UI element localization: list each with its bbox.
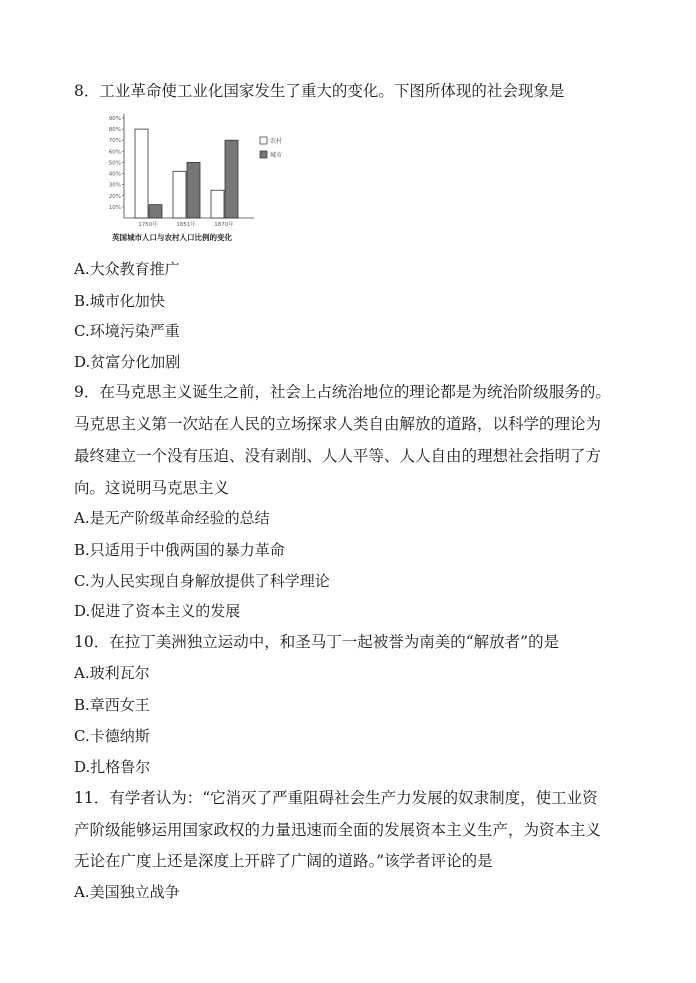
q10-stem-line-1: 10．在拉丁美洲独立运动中，和圣马丁一起被誉为南美的“解放者”的是 bbox=[74, 633, 560, 651]
y-tick-label: 90% bbox=[108, 116, 121, 122]
q11-stem-line-1: 11．有学者认为：“它消灭了严重阻碍社会生产力发展的奴隶制度，使工业资 bbox=[74, 789, 598, 807]
y-tick-label: 50% bbox=[108, 160, 121, 167]
q11-option-a[interactable]: A.美国独立战争 bbox=[74, 883, 180, 901]
y-tick-label: 80% bbox=[108, 127, 121, 134]
x-category-label: 1870年 bbox=[214, 222, 234, 228]
y-tick-label: 20% bbox=[108, 193, 121, 200]
x-category-label: 1851年 bbox=[176, 222, 196, 228]
q8-stem-line-1: 8．工业革命使工业化国家发生了重大的变化。下图所体现的社会现象是 bbox=[74, 82, 565, 100]
q9-stem-line-3: 最终建立一个没有压迫、没有剥削、人人平等、人人自由的理想社会指明了方 bbox=[74, 447, 602, 465]
chart-svg bbox=[104, 108, 316, 248]
y-tick-label: 60% bbox=[108, 149, 121, 156]
y-tick-label: 10% bbox=[108, 204, 121, 211]
q8-option-c[interactable]: C.环境污染严重 bbox=[74, 322, 180, 340]
bar-urban-0 bbox=[149, 205, 162, 218]
q10-option-a[interactable]: A.玻利瓦尔 bbox=[74, 664, 150, 682]
q9-option-c[interactable]: C.为人民实现自身解放提供了科学理论 bbox=[74, 572, 330, 590]
legend-label-urban: 城市 bbox=[270, 152, 283, 159]
q8-option-d[interactable]: D.贫富分化加剧 bbox=[74, 353, 181, 371]
population-chart bbox=[104, 108, 316, 248]
q11-stem-line-3: 无论在广度上还是深度上开辟了广阔的道路。”该学者评论的是 bbox=[74, 852, 493, 870]
q8-option-a[interactable]: A.大众教育推广 bbox=[74, 260, 180, 278]
q9-stem-line-2: 马克思主义第一次站在人民的立场探求人类自由解放的道路，以科学的理论为 bbox=[74, 415, 602, 433]
y-tick-label: 40% bbox=[108, 171, 121, 178]
q8-option-b[interactable]: B.城市化加快 bbox=[74, 292, 165, 310]
bar-urban-1 bbox=[187, 162, 200, 218]
q9-option-d[interactable]: D.促进了资本主义的发展 bbox=[74, 602, 241, 620]
q10-option-c[interactable]: C.卡德纳斯 bbox=[74, 727, 150, 745]
bar-urban-2 bbox=[225, 140, 238, 218]
q10-option-d[interactable]: D.扎格鲁尔 bbox=[74, 758, 151, 776]
q9-option-a[interactable]: A.是无产阶级革命经验的总结 bbox=[74, 509, 270, 527]
chart-caption: 英国城市人口与农村人口比例的变化 bbox=[112, 233, 232, 242]
y-tick-label: 30% bbox=[108, 182, 121, 189]
legend-label-rural: 农村 bbox=[270, 138, 283, 145]
q9-stem-line-1: 9．在马克思主义诞生之前，社会上占统治地位的理论都是为统治阶级服务的。 bbox=[74, 383, 611, 401]
q10-option-b[interactable]: B.章西女王 bbox=[74, 696, 150, 714]
q11-stem-line-2: 产阶级能够运用国家政权的力量迅速而全面的发展资本主义生产，为资本主义 bbox=[74, 821, 602, 839]
legend-swatch-rural bbox=[260, 137, 267, 144]
legend-swatch-urban bbox=[260, 151, 267, 158]
q9-option-b[interactable]: B.只适用于中俄两国的暴力革命 bbox=[74, 541, 285, 559]
y-tick-label: 70% bbox=[108, 138, 121, 145]
bar-rural-2 bbox=[211, 190, 224, 218]
bar-rural-0 bbox=[135, 129, 148, 218]
q9-stem-line-4: 向。这说明马克思主义 bbox=[74, 479, 230, 497]
x-category-label: 1750年 bbox=[138, 222, 158, 228]
bar-rural-1 bbox=[173, 171, 186, 218]
